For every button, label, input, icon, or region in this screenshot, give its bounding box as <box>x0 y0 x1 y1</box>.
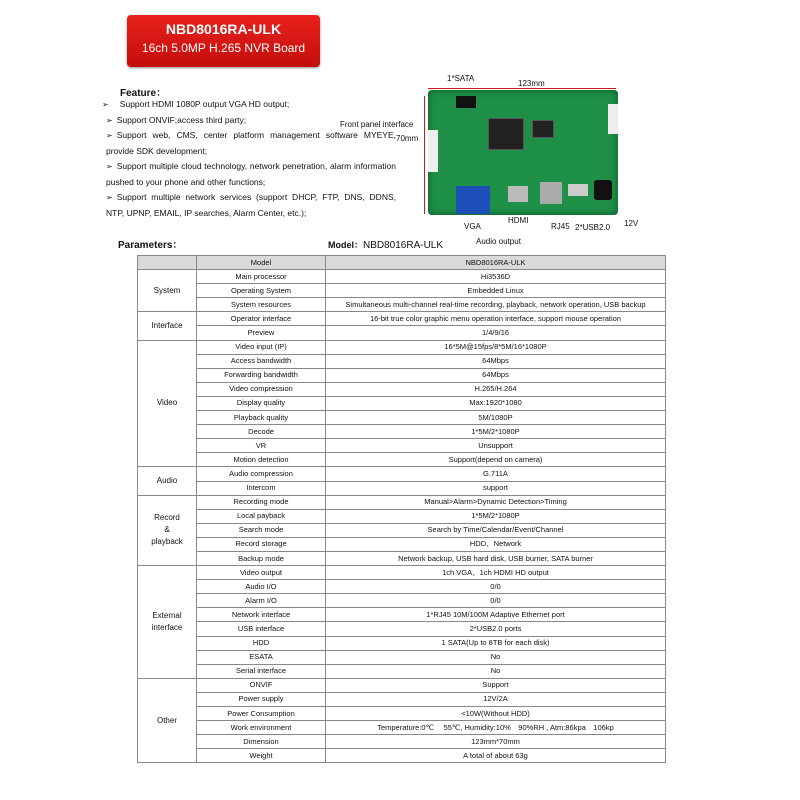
param-value-cell: Search by Time/Calendar/Event/Channel <box>326 523 666 537</box>
param-name-cell: Audio compression <box>197 467 326 481</box>
table-header-row <box>138 256 666 270</box>
model-caption: Model：NBD8016RA-ULK <box>328 240 444 251</box>
label-usb: 2*USB2.0 <box>575 223 611 232</box>
param-value-cell: Simultaneous multi-channel real-time recording, playback, network operation, USB backup <box>326 298 666 312</box>
param-value-cell: 2*USB2.0 ports <box>326 622 666 636</box>
param-value-cell: 0/0 <box>326 580 666 594</box>
param-value-cell: HDD、Network <box>326 537 666 551</box>
param-name-cell: Search mode <box>197 523 326 537</box>
param-value-cell: Network backup, USB hard disk, USB burner, SATA burner <box>326 551 666 565</box>
table-row <box>138 354 666 368</box>
param-value-cell: Support <box>326 678 666 692</box>
param-name-cell: Motion detection <box>197 453 326 467</box>
param-name-cell: Weight <box>197 749 326 763</box>
param-name-cell: HDD <box>197 636 326 650</box>
feature-item: ➢ Support multiple cloud technology, network penetration, alarm information pushed to your phone and other functions; <box>106 161 396 187</box>
table-row <box>138 664 666 678</box>
param-value-cell: No <box>326 650 666 664</box>
param-name-cell: System resources <box>197 298 326 312</box>
label-height: 70mm <box>396 134 419 143</box>
param-value-cell: 16*5M@15fps/8*5M/16*1080P <box>326 340 666 354</box>
param-name-cell: Serial interface <box>197 664 326 678</box>
table-row <box>138 382 666 396</box>
category-cell: Video <box>138 340 197 467</box>
table-row <box>138 707 666 721</box>
feature-item: ➢ Support ONVIF;access third party; <box>106 114 247 125</box>
param-name-cell: Dimension <box>197 735 326 749</box>
label-rj45: RJ45 <box>551 222 570 231</box>
param-value-cell: Manual>Alarm>Dynamic Detection>Timing <box>326 495 666 509</box>
param-name-cell: Preview <box>197 326 326 340</box>
param-value-cell: 1 SATA(Up to 8TB for each disk) <box>326 636 666 650</box>
table-row <box>138 608 666 622</box>
category-cell: Other <box>138 678 197 763</box>
param-name-cell: Network interface <box>197 608 326 622</box>
param-value-cell: No <box>326 664 666 678</box>
category-cell: Record & playback <box>138 495 197 565</box>
param-name-cell: ONVIF <box>197 678 326 692</box>
side-connector <box>608 104 618 134</box>
param-name-cell: Work environment <box>197 721 326 735</box>
vga-port <box>456 186 490 214</box>
table-row <box>138 749 666 763</box>
param-value-cell: G.711A <box>326 467 666 481</box>
table-row <box>138 566 666 580</box>
header-value: NBD8016RA-ULK <box>326 256 666 270</box>
table-row <box>138 481 666 495</box>
param-value-cell: <10W(Without HDD) <box>326 707 666 721</box>
param-value-cell: H.265/H.264 <box>326 382 666 396</box>
arrow-icon: ➢ <box>106 193 113 202</box>
table-row <box>138 735 666 749</box>
table-row <box>138 650 666 664</box>
param-value-cell: Unsupport <box>326 439 666 453</box>
param-value-cell: 1*RJ45 10M/100M Adaptive Ethernet port <box>326 608 666 622</box>
param-value-cell: 1ch VGA、1ch HDMI HD output <box>326 566 666 580</box>
feature-item: ➢ Support web, CMS, center platform management software MYEYE, provide SDK development; <box>106 130 396 156</box>
param-name-cell: Intercom <box>197 481 326 495</box>
param-value-cell: 1/4/9/16 <box>326 326 666 340</box>
param-name-cell: Forwarding bandwidth <box>197 368 326 382</box>
table-row <box>138 326 666 340</box>
param-value-cell: A total of about 63g <box>326 749 666 763</box>
feature-heading: Feature： <box>120 88 167 99</box>
param-value-cell: Hi3536D <box>326 270 666 284</box>
label-front-panel: Front panel interface <box>340 120 414 129</box>
table-row <box>138 396 666 410</box>
param-name-cell: Playback quality <box>197 411 326 425</box>
feature-list <box>102 97 396 221</box>
table-row <box>138 284 666 298</box>
hdmi-port <box>508 186 528 202</box>
table-row <box>138 425 666 439</box>
param-name-cell: Decode <box>197 425 326 439</box>
table-row <box>138 368 666 382</box>
label-hdmi: HDMI <box>508 216 529 225</box>
table-row <box>138 411 666 425</box>
param-name-cell: Operator interface <box>197 312 326 326</box>
banner-model: NBD8016RA-ULK <box>165 21 282 37</box>
table-row <box>138 580 666 594</box>
table-row <box>138 509 666 523</box>
power-jack <box>594 180 612 200</box>
param-name-cell: Local payback <box>197 509 326 523</box>
param-value-cell: 123mm*70mm <box>326 735 666 749</box>
parameters-table <box>137 255 666 763</box>
param-name-cell: Record storage <box>197 537 326 551</box>
param-value-cell: Support(depend on camera) <box>326 453 666 467</box>
param-value-cell: 1*5M/2*1080P <box>326 425 666 439</box>
memory-chip <box>532 120 554 138</box>
param-name-cell: Audio I/O <box>197 580 326 594</box>
param-name-cell: Recording mode <box>197 495 326 509</box>
param-name-cell: Alarm I/O <box>197 594 326 608</box>
banner-subtitle: 16ch 5.0MP H.265 NVR Board <box>141 41 306 55</box>
param-name-cell: Power supply <box>197 692 326 706</box>
table-row <box>138 636 666 650</box>
param-name-cell: Access bandwidth <box>197 354 326 368</box>
table-row <box>138 467 666 481</box>
param-value-cell: 64Mbps <box>326 368 666 382</box>
table-row <box>138 312 666 326</box>
sata-port <box>456 96 476 108</box>
label-audio: Audio output <box>476 237 521 246</box>
table-row <box>138 523 666 537</box>
param-name-cell: Backup mode <box>197 551 326 565</box>
param-name-cell: Video output <box>197 566 326 580</box>
nvr-board-photo <box>420 90 618 215</box>
param-name-cell: Video compression <box>197 382 326 396</box>
table-row <box>138 622 666 636</box>
label-sata: 1*SATA <box>447 74 475 83</box>
category-cell: External interface <box>138 566 197 679</box>
rj45-port <box>540 182 562 204</box>
arrow-icon: ➢ <box>106 115 113 125</box>
category-cell: System <box>138 270 197 312</box>
param-name-cell: Main processor <box>197 270 326 284</box>
table-row <box>138 270 666 284</box>
param-value-cell: 64Mbps <box>326 354 666 368</box>
feature-item: ➢ Support HDMI 1080P output VGA HD output; <box>102 99 290 109</box>
label-vga: VGA <box>464 222 481 231</box>
param-value-cell: Max:1920*1080 <box>326 396 666 410</box>
param-value-cell: 5M/1080P <box>326 411 666 425</box>
title-banner <box>127 15 320 67</box>
table-row <box>138 692 666 706</box>
parameters-heading: Parameters： <box>118 240 183 251</box>
processor-chip <box>488 118 524 150</box>
category-cell: Interface <box>138 312 197 340</box>
table-row <box>138 537 666 551</box>
param-name-cell: ESATA <box>197 650 326 664</box>
pcb-board <box>428 90 618 215</box>
param-value-cell: support <box>326 481 666 495</box>
table-row <box>138 721 666 735</box>
usb-port <box>568 184 588 196</box>
arrow-icon: ➢ <box>102 100 109 109</box>
param-value-cell: 12V/2A <box>326 692 666 706</box>
table-row <box>138 495 666 509</box>
param-name-cell: Video input (IP) <box>197 340 326 354</box>
param-value-cell: Embedded Linux <box>326 284 666 298</box>
table-row <box>138 551 666 565</box>
width-dimension-line <box>428 88 616 89</box>
param-value-cell: 1*5M/2*1080P <box>326 509 666 523</box>
table-row <box>138 340 666 354</box>
arrow-icon: ➢ <box>106 162 113 171</box>
table-row <box>138 298 666 312</box>
table-row <box>138 453 666 467</box>
label-width: 123mm <box>518 79 545 88</box>
param-value-cell: 16-bit true color graphic menu operation interface, support mouse operation <box>326 312 666 326</box>
param-value-cell: Temperature:0℃ 55℃, Humidity:10% 90%RH , Atm:86kpa 106kp <box>326 721 666 735</box>
header-name: Model <box>197 256 326 270</box>
param-name-cell: Power Consumption <box>197 707 326 721</box>
param-name-cell: VR <box>197 439 326 453</box>
category-cell: Audio <box>138 467 197 495</box>
arrow-icon: ➢ <box>106 131 113 140</box>
table-row <box>138 678 666 692</box>
header-blank <box>138 256 197 270</box>
param-name-cell: Display quality <box>197 396 326 410</box>
table-row <box>138 439 666 453</box>
param-value-cell: 0/0 <box>326 594 666 608</box>
front-panel-connector <box>428 130 438 172</box>
table-row <box>138 594 666 608</box>
param-name-cell: Operating System <box>197 284 326 298</box>
label-power: 12V <box>624 219 639 228</box>
feature-item: ➢ Support multiple network services (support DHCP, FTP, DNS, DDNS, NTP, UPNP, EMAIL, IP searches, Alarm Center, etc.); <box>106 192 396 218</box>
height-dimension-line <box>424 96 425 214</box>
param-name-cell: USB interface <box>197 622 326 636</box>
